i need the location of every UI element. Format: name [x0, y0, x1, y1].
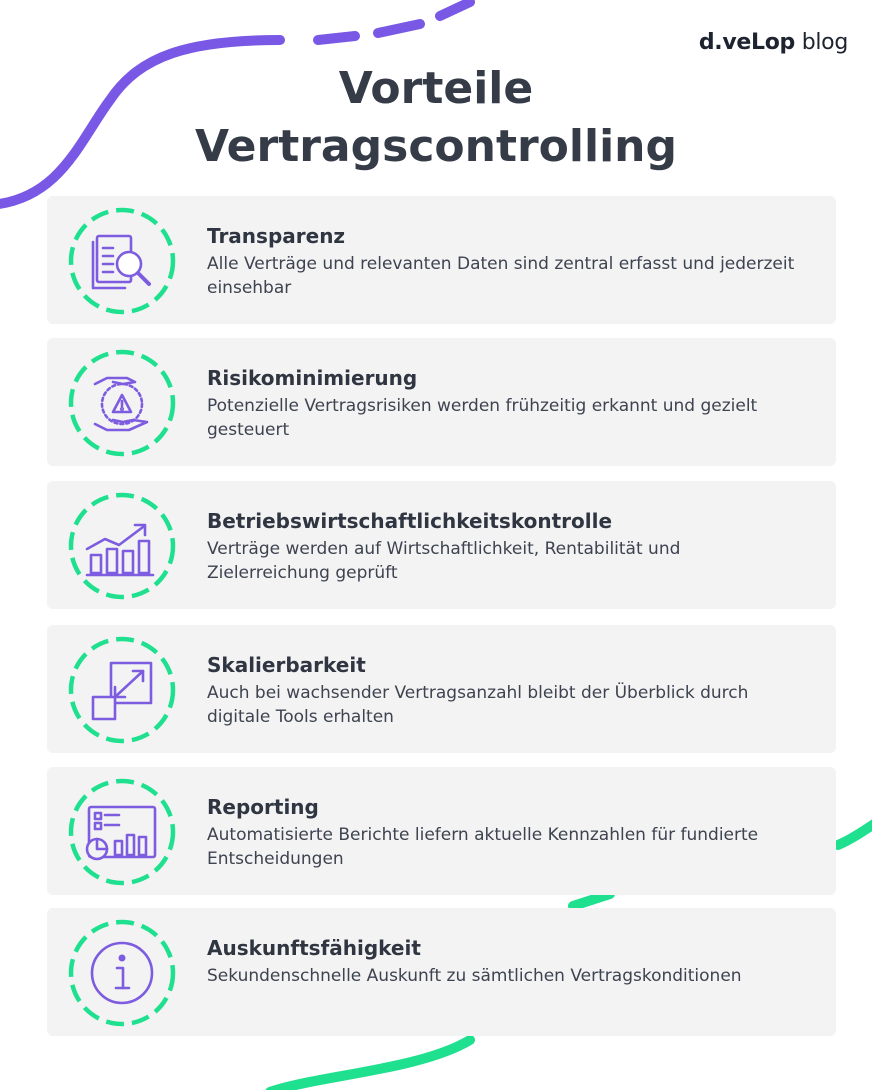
- benefit-card-risikominimierung: [47, 338, 836, 466]
- card-title: Betriebswirtschaftlichkeitskontrolle: [207, 509, 613, 533]
- hand-warning-icon: [67, 348, 177, 458]
- title-line-1: Vorteile: [338, 63, 534, 114]
- benefit-card-reporting: [47, 767, 836, 895]
- card-description: Automatisierte Berichte liefern aktuelle Kennzahlen für fundierte Entscheidungen: [207, 825, 759, 869]
- document-search-icon: [67, 206, 177, 316]
- benefit-card-transparenz: [47, 196, 836, 324]
- benefit-card-skalierbarkeit: [47, 625, 836, 753]
- benefit-card-betriebswirtschaftlichkeitskontrolle: [47, 481, 836, 609]
- logo: [699, 30, 848, 55]
- report-dashboard-icon: [67, 777, 177, 887]
- scale-resize-icon: [67, 635, 177, 745]
- info-icon: [67, 918, 177, 1028]
- card-title: Auskunftsfähigkeit: [207, 936, 421, 960]
- title-line-2: Vertragscontrolling: [195, 121, 677, 172]
- bar-chart-growth-icon: [67, 491, 177, 601]
- card-title: Skalierbarkeit: [207, 653, 366, 677]
- benefit-card-auskunftsfaehigkeit: [47, 908, 836, 1036]
- card-description: Potenzielle Vertragsrisiken werden frühzeitig erkannt und gezielt gesteuert: [207, 396, 758, 440]
- page-title: [0, 60, 872, 176]
- card-description: Verträge werden auf Wirtschaftlichkeit, Rentabilität und Zielerreichung geprüft: [207, 539, 681, 583]
- logo-suffix: blog: [795, 30, 848, 55]
- card-description: Alle Verträge und relevanten Daten sind zentral erfasst und jederzeit einsehbar: [207, 254, 795, 298]
- card-title: Reporting: [207, 795, 319, 819]
- card-description: Auch bei wachsender Vertragsanzahl bleibt der Überblick durch digitale Tools erhalten: [207, 683, 749, 727]
- logo-brand: d.veLop: [698, 30, 795, 55]
- card-title: Transparenz: [207, 224, 346, 248]
- card-description: Sekundenschnelle Auskunft zu sämtlichen Vertragskonditionen: [207, 966, 742, 986]
- card-title: Risikominimierung: [207, 366, 418, 390]
